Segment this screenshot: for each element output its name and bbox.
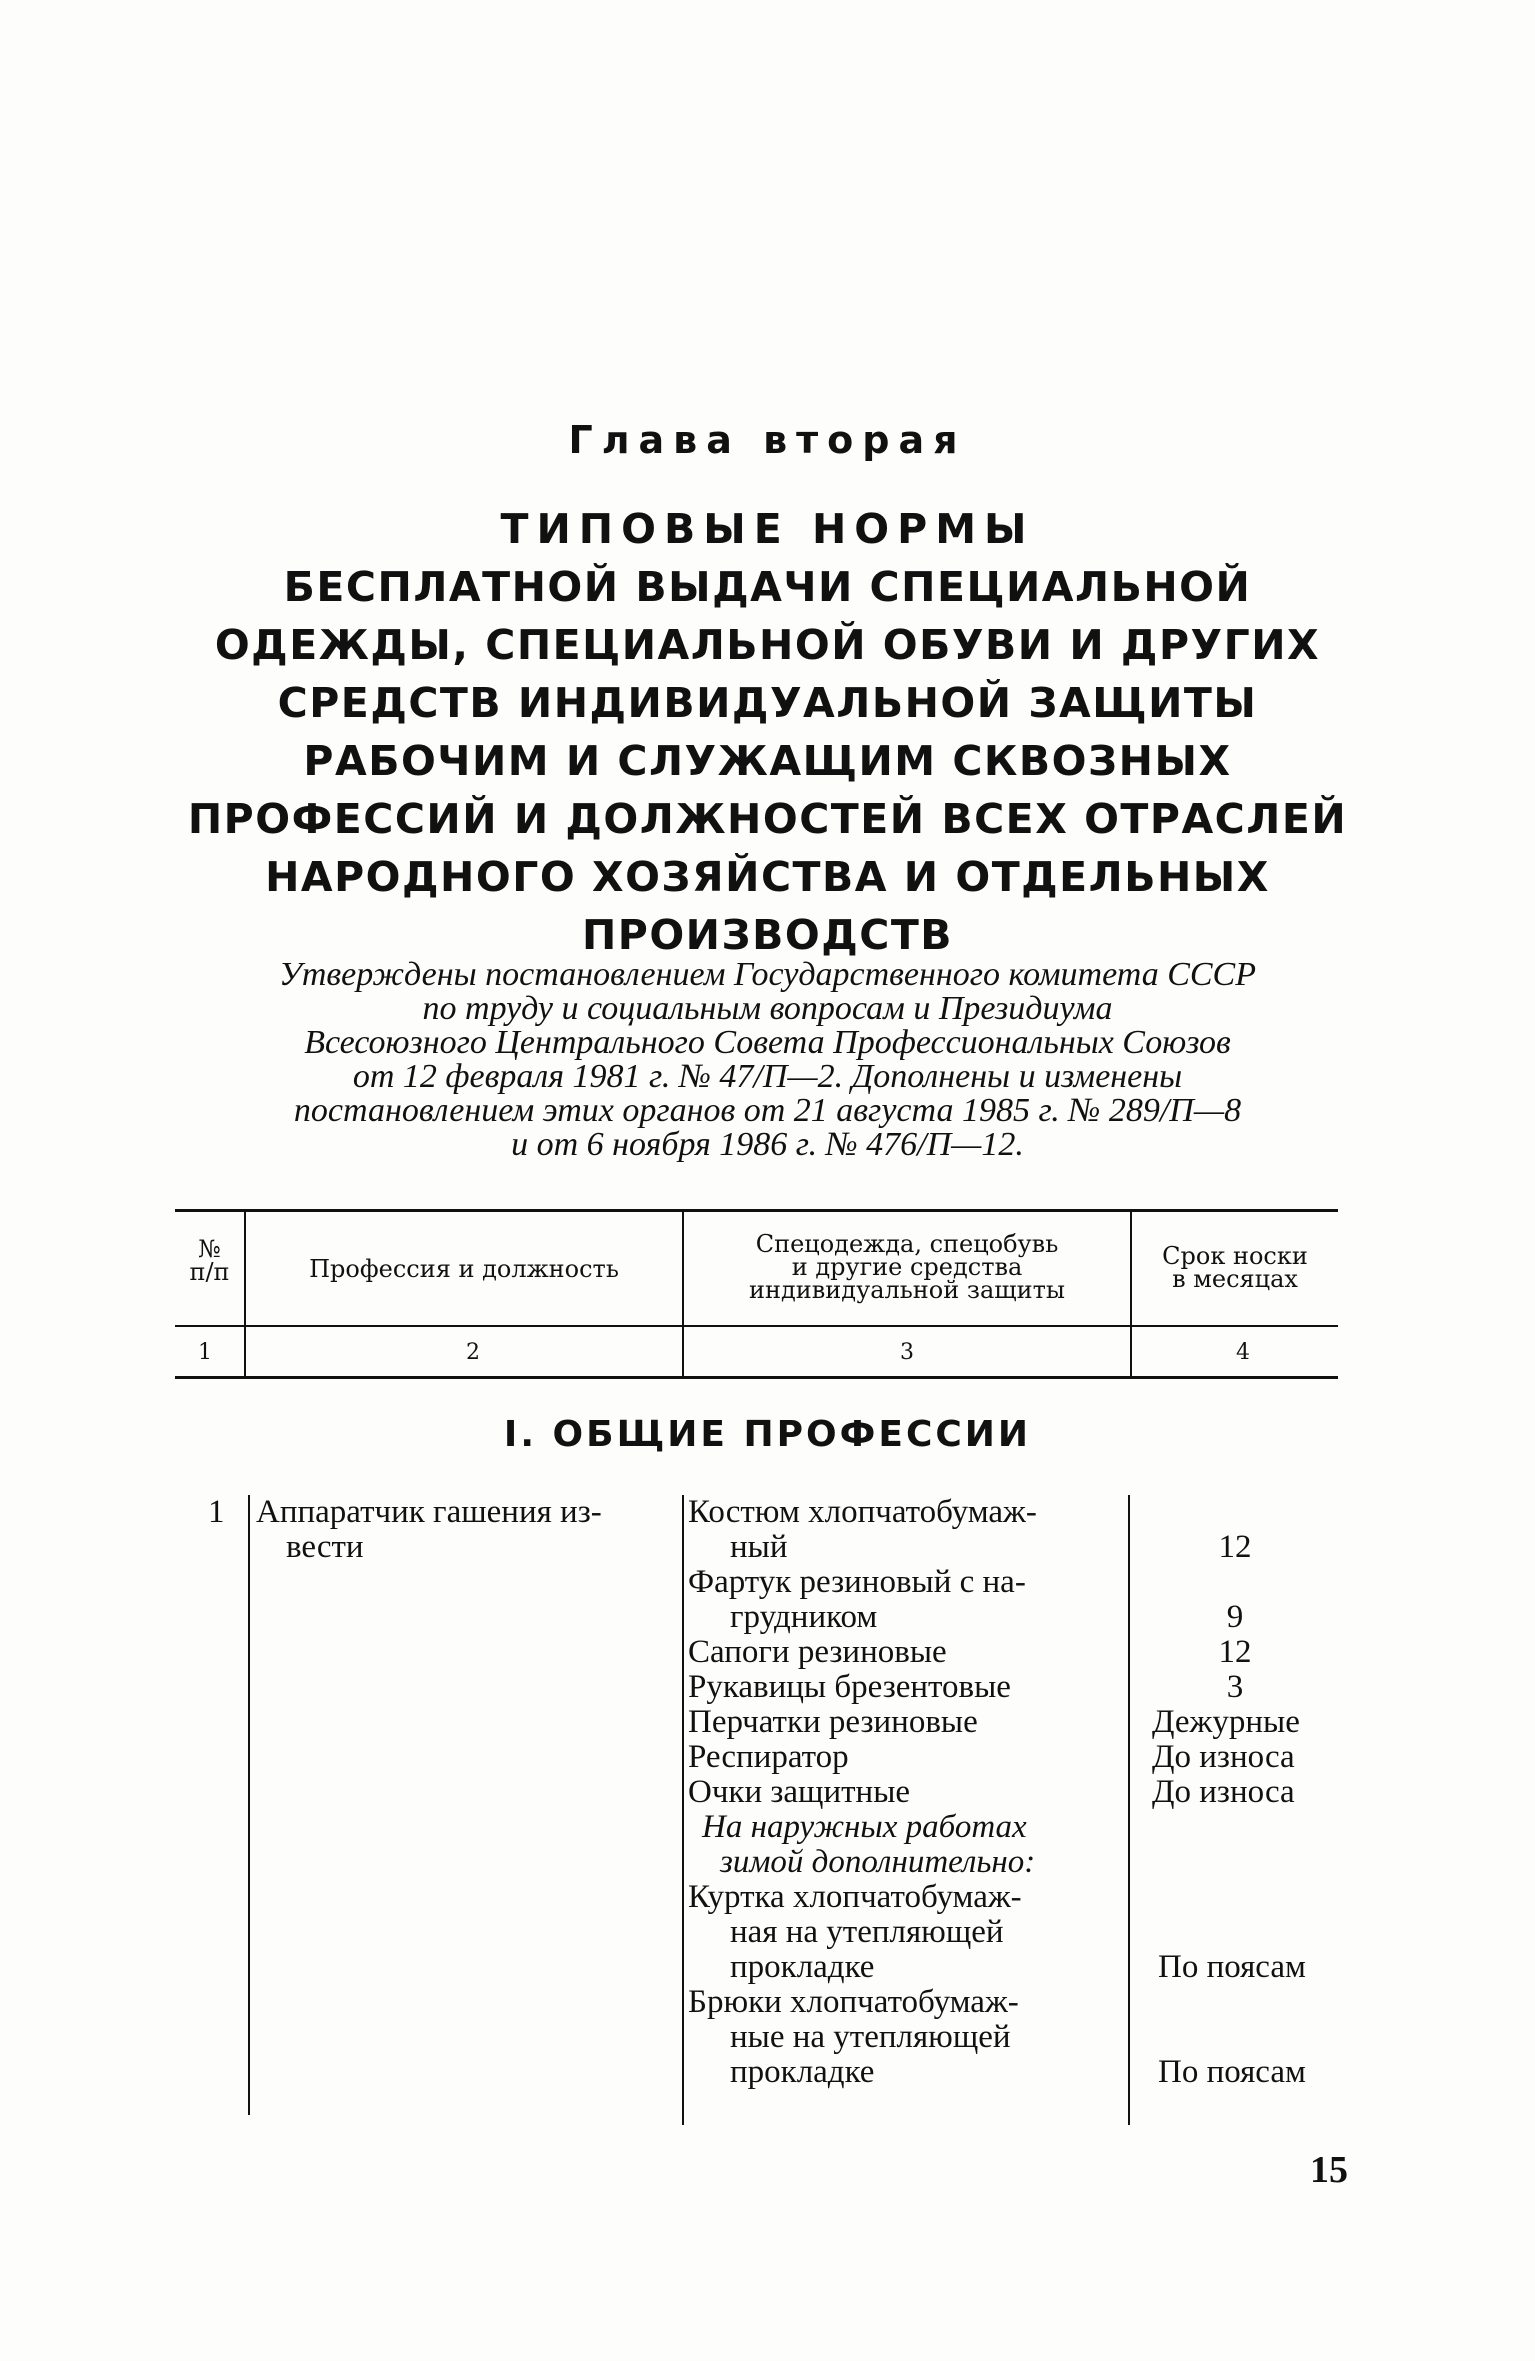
list-item: Очки защитные — [688, 1774, 911, 1810]
document-title — [0, 500, 1535, 964]
list-item: Сапоги резиновые — [688, 1634, 947, 1670]
term-value: 12 — [1218, 1634, 1252, 1670]
term-value: По поясам — [1158, 1949, 1306, 1985]
approval-note — [0, 958, 1535, 1162]
column-number: 3 — [900, 1340, 914, 1365]
header-text: Спецодежда, спецобувь — [755, 1230, 1059, 1258]
header-text: и другие средства — [791, 1253, 1023, 1281]
list-item: Куртка хлопчатобумаж- — [688, 1879, 1022, 1915]
term-value: До износа — [1152, 1774, 1295, 1810]
approval-line: от 12 февраля 1981 г. № 47/П—2. Дополнены и изменены — [352, 1058, 1183, 1095]
header-text: Срок носки — [1162, 1242, 1308, 1270]
title-line: ТИПОВЫЕ НОРМЫ — [500, 505, 1035, 553]
list-item: Рукавицы брезентовые — [688, 1669, 1011, 1705]
list-item: ные на утепляющей — [730, 2019, 1011, 2055]
table-top-rule — [175, 1209, 1338, 1212]
list-item: Респиратор — [688, 1739, 849, 1775]
term-value: Дежурные — [1152, 1704, 1300, 1740]
profession-line: Аппаратчик гашения из- — [256, 1494, 602, 1530]
header-profession: Профессия и должность — [309, 1255, 619, 1283]
list-item: ная на утепляющей — [730, 1914, 1004, 1950]
list-item: грудником — [730, 1599, 878, 1635]
section-heading: I. ОБЩИЕ ПРОФЕССИИ — [503, 1414, 1032, 1455]
header-text: п/п — [189, 1258, 230, 1286]
header-equipment — [684, 1230, 1130, 1304]
column-divider — [248, 1495, 250, 2115]
term-value: 12 — [1218, 1529, 1252, 1565]
list-item: Костюм хлопчатобумаж- — [688, 1494, 1037, 1530]
approval-line: и от 6 ноября 1986 г. № 476/П—12. — [511, 1126, 1024, 1163]
equipment-list — [688, 1495, 1124, 2090]
chapter-heading: Глава вторая — [568, 418, 967, 462]
term-value: 9 — [1226, 1599, 1244, 1635]
term-value: До износа — [1152, 1739, 1295, 1775]
column-divider — [1128, 1495, 1130, 2125]
title-line: БЕСПЛАТНОЙ ВЫДАЧИ СПЕЦИАЛЬНОЙ — [283, 563, 1252, 611]
title-line: ПРОФЕССИЙ И ДОЛЖНОСТЕЙ ВСЕХ ОТРАСЛЕЙ — [187, 795, 1348, 843]
list-item: Брюки хлопчатобумаж- — [688, 1984, 1019, 2020]
header-bottom-rule — [175, 1325, 1338, 1327]
term-column — [1132, 1495, 1338, 2090]
header-term — [1132, 1242, 1338, 1293]
winter-note: зимой дополнительно: — [720, 1844, 1036, 1880]
winter-note: На наружных работах — [702, 1809, 1027, 1845]
profession-line: вести — [286, 1529, 364, 1565]
header-text: в месяцах — [1172, 1265, 1298, 1293]
title-line: ПРОИЗВОДСТВ — [581, 911, 954, 959]
row-number: 1 — [208, 1494, 225, 1530]
column-number: 1 — [198, 1340, 212, 1365]
list-item: ный — [730, 1529, 788, 1565]
approval-line: Всесоюзного Центрального Совета Профессиональных Союзов — [304, 1024, 1231, 1061]
list-item: Фартук резиновый с на- — [688, 1564, 1026, 1600]
list-item: прокладке — [730, 2054, 875, 2090]
term-value: 3 — [1226, 1669, 1244, 1705]
header-text: № — [198, 1235, 221, 1263]
column-divider — [244, 1212, 246, 1376]
page-number: 15 — [1310, 2149, 1348, 2191]
column-divider — [682, 1495, 684, 2125]
title-line: ОДЕЖДЫ, СПЕЦИАЛЬНОЙ ОБУВИ И ДРУГИХ — [214, 621, 1321, 669]
header-number — [175, 1235, 244, 1286]
column-number: 2 — [466, 1340, 480, 1365]
approval-line: по труду и социальным вопросам и Президиума — [422, 990, 1113, 1027]
header-text: индивидуальной защиты — [749, 1276, 1065, 1304]
title-line: НАРОДНОГО ХОЗЯЙСТВА И ОТДЕЛЬНЫХ — [265, 853, 1270, 901]
profession-name — [256, 1495, 680, 1565]
column-divider — [1130, 1212, 1132, 1376]
list-item: Перчатки резиновые — [688, 1704, 978, 1740]
column-number: 4 — [1236, 1340, 1250, 1365]
title-line: РАБОЧИМ И СЛУЖАЩИМ СКВОЗНЫХ — [303, 737, 1232, 785]
approval-line: Утверждены постановлением Государственного комитета СССР — [278, 956, 1257, 993]
term-value: По поясам — [1158, 2054, 1306, 2090]
title-line: СРЕДСТВ ИНДИВИДУАЛЬНОЙ ЗАЩИТЫ — [277, 679, 1258, 727]
approval-line: постановлением этих органов от 21 августа 1985 г. № 289/П—8 — [293, 1092, 1242, 1129]
list-item: прокладке — [730, 1949, 875, 1985]
numbers-bottom-rule — [175, 1376, 1338, 1379]
